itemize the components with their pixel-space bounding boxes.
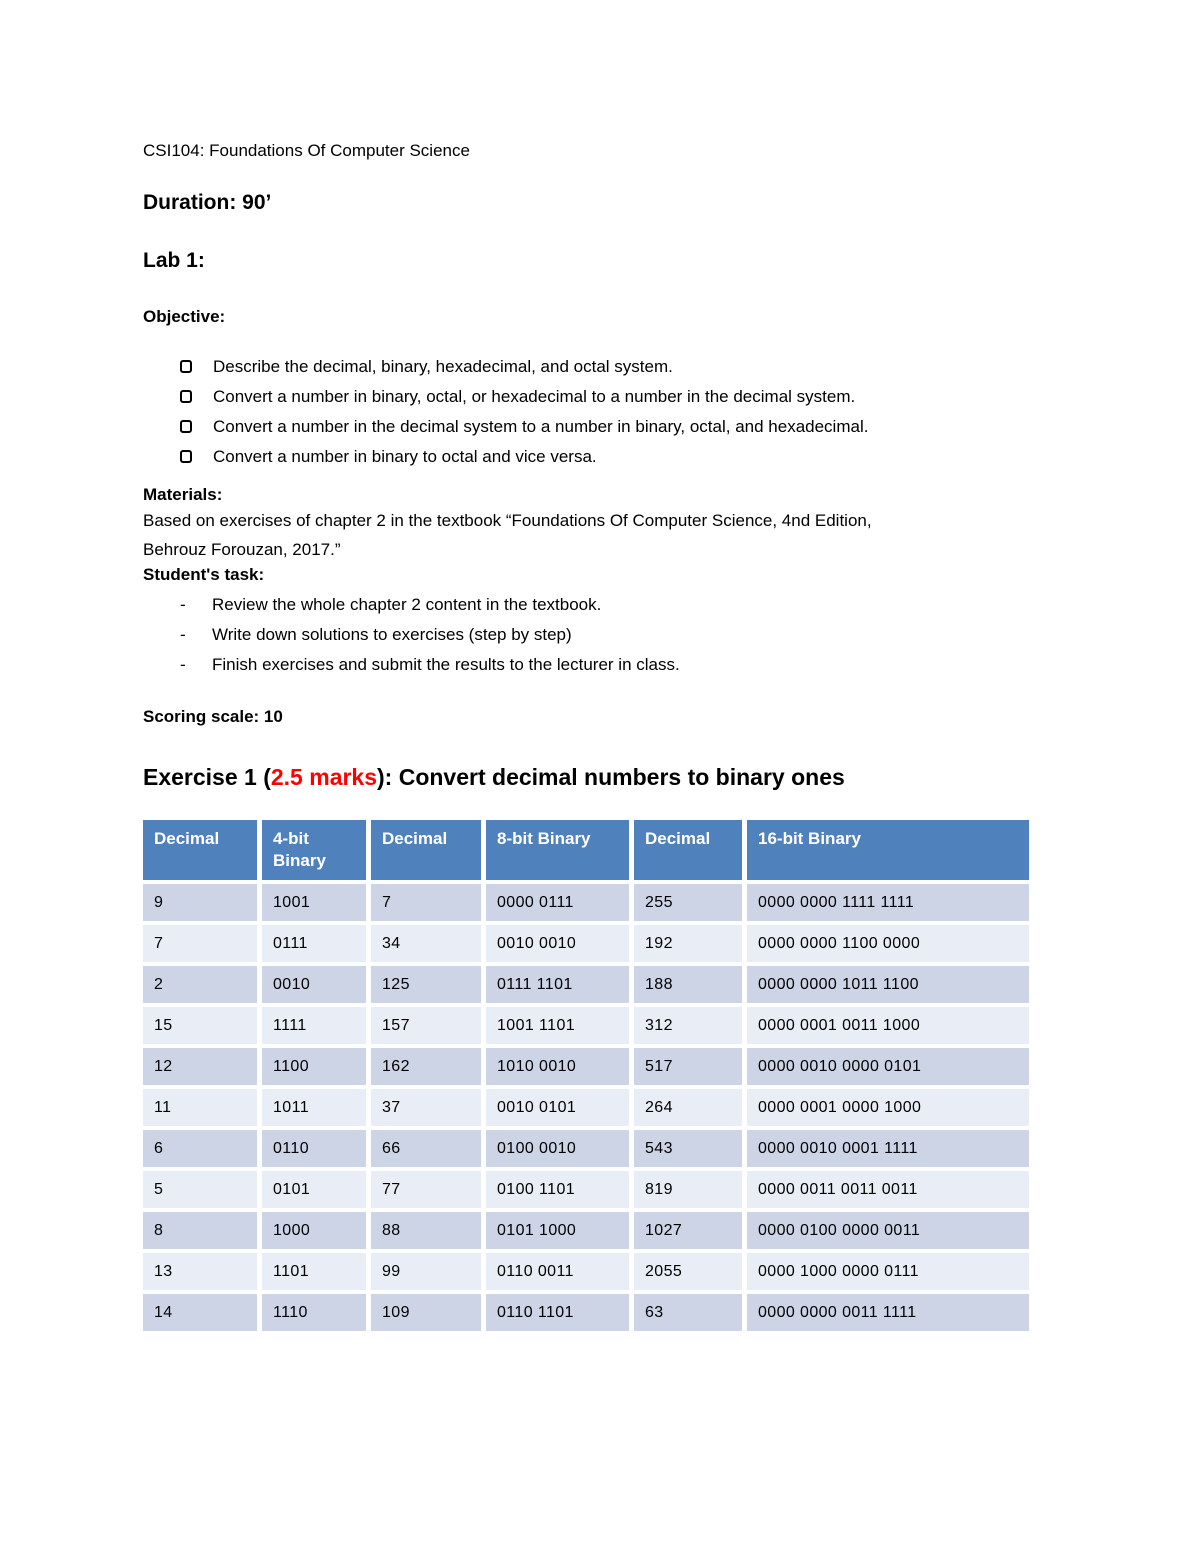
table-cell: 0100 1101 (486, 1171, 629, 1208)
table-cell: 0110 0011 (486, 1253, 629, 1290)
duration-heading: Duration: 90’ (143, 191, 272, 214)
table-cell: 13 (143, 1253, 257, 1290)
table-cell: 9 (143, 884, 257, 921)
table-cell: 15 (143, 1007, 257, 1044)
task-text: Write down solutions to exercises (step by step) (212, 625, 572, 644)
table-row (143, 1212, 1029, 1249)
objective-text: Describe the decimal, binary, hexadecimal, and octal system. (213, 357, 673, 376)
course-title: CSI104: Foundations Of Computer Science (143, 141, 470, 160)
table-cell: 88 (371, 1212, 481, 1249)
scoring-scale: Scoring scale: 10 (143, 707, 283, 726)
table-header-cell: 16-bit Binary (747, 820, 1029, 880)
table-cell: 1100 (262, 1048, 366, 1085)
table-cell: 7 (371, 884, 481, 921)
table-cell: 162 (371, 1048, 481, 1085)
table-header-cell: 4-bit Binary (262, 820, 366, 880)
table-cell: 0000 1000 0000 0111 (747, 1253, 1029, 1290)
table-row (143, 1130, 1029, 1167)
table-cell: 543 (634, 1130, 742, 1167)
table-cell: 63 (634, 1294, 742, 1331)
table-cell: 99 (371, 1253, 481, 1290)
checkbox-icon (180, 450, 192, 463)
table-cell: 37 (371, 1089, 481, 1126)
task-item (143, 620, 1062, 650)
objective-text: Convert a number in binary to octal and vice versa. (213, 447, 597, 466)
materials-heading: Materials: (143, 485, 223, 504)
table-cell: 0000 0001 0011 1000 (747, 1007, 1029, 1044)
table-cell: 66 (371, 1130, 481, 1167)
table-cell: 188 (634, 966, 742, 1003)
table-cell: 157 (371, 1007, 481, 1044)
table-cell: 312 (634, 1007, 742, 1044)
table-cell: 11 (143, 1089, 257, 1126)
table-cell: 0110 (262, 1130, 366, 1167)
table-cell: 1001 (262, 884, 366, 921)
checkbox-icon (180, 390, 192, 403)
table-cell: 8 (143, 1212, 257, 1249)
table-cell: 0000 0000 1111 1111 (747, 884, 1029, 921)
table-cell: 1110 (262, 1294, 366, 1331)
table-cell: 1010 0010 (486, 1048, 629, 1085)
objective-item (143, 412, 1062, 442)
table-cell: 34 (371, 925, 481, 962)
dash-bullet: - (180, 625, 186, 644)
table-cell: 0100 0010 (486, 1130, 629, 1167)
lab-heading: Lab 1: (143, 249, 205, 272)
table-cell: 109 (371, 1294, 481, 1331)
objective-item (143, 382, 1062, 412)
student-tasks-list (143, 590, 1062, 680)
checkbox-icon (180, 420, 192, 433)
table-cell: 77 (371, 1171, 481, 1208)
table-cell: 1011 (262, 1089, 366, 1126)
objectives-list (143, 352, 1062, 472)
table-cell: 0010 (262, 966, 366, 1003)
table-cell: 0110 1101 (486, 1294, 629, 1331)
table-header-cell: Decimal (371, 820, 481, 880)
table-row (143, 966, 1029, 1003)
task-text: Review the whole chapter 2 content in the textbook. (212, 595, 602, 614)
table-cell: 1027 (634, 1212, 742, 1249)
table-cell: 0101 1000 (486, 1212, 629, 1249)
table-cell: 14 (143, 1294, 257, 1331)
table-cell: 255 (634, 884, 742, 921)
table-cell: 517 (634, 1048, 742, 1085)
table-cell: 1101 (262, 1253, 366, 1290)
checkbox-icon (180, 360, 192, 373)
table-cell: 0010 0101 (486, 1089, 629, 1126)
table-cell: 0111 1101 (486, 966, 629, 1003)
table-cell: 1000 (262, 1212, 366, 1249)
table-row (143, 1253, 1029, 1290)
exercise-1-table (138, 816, 1034, 1335)
table-cell: 819 (634, 1171, 742, 1208)
dash-bullet: - (180, 655, 186, 674)
materials-text-line1: Based on exercises of chapter 2 in the textbook “Foundations Of Computer Science, 4nd Edition, (143, 511, 872, 530)
task-item (143, 650, 1062, 680)
table-header-cell: 8-bit Binary (486, 820, 629, 880)
exercise-1-heading (143, 762, 1062, 792)
table-cell: 0111 (262, 925, 366, 962)
exercise-heading-prefix: Exercise 1 ( (143, 764, 271, 790)
exercise-marks: 2.5 marks (270, 764, 378, 790)
table-cell: 2 (143, 966, 257, 1003)
table-cell: 0101 (262, 1171, 366, 1208)
table-cell: 264 (634, 1089, 742, 1126)
table-cell: 0000 0001 0000 1000 (747, 1089, 1029, 1126)
table-cell: 0010 0010 (486, 925, 629, 962)
objective-heading: Objective: (143, 307, 226, 326)
objective-text: Convert a number in binary, octal, or hexadecimal to a number in the decimal system. (213, 387, 856, 406)
table-cell: 0000 0000 1011 1100 (747, 966, 1029, 1003)
table-row (143, 925, 1029, 962)
materials-text-line2: Behrouz Forouzan, 2017.” (143, 540, 341, 559)
table-row (143, 1294, 1029, 1331)
table-cell: 125 (371, 966, 481, 1003)
task-item (143, 590, 1062, 620)
table-cell: 192 (634, 925, 742, 962)
objective-text: Convert a number in the decimal system to a number in binary, octal, and hexadecimal. (213, 417, 869, 436)
table-cell: 0000 0000 1100 0000 (747, 925, 1029, 962)
table-cell: 0000 0010 0001 1111 (747, 1130, 1029, 1167)
table-row (143, 1007, 1029, 1044)
table-cell: 0000 0100 0000 0011 (747, 1212, 1029, 1249)
table-row (143, 884, 1029, 921)
table-header-cell: Decimal (143, 820, 257, 880)
table-header-cell: Decimal (634, 820, 742, 880)
student-task-heading: Student's task: (143, 565, 265, 584)
table-header-row (143, 820, 1029, 880)
table-cell: 7 (143, 925, 257, 962)
table-cell: 1001 1101 (486, 1007, 629, 1044)
objective-item (143, 442, 1062, 472)
exercise-table-body (143, 884, 1029, 1331)
table-cell: 1111 (262, 1007, 366, 1044)
table-cell: 6 (143, 1130, 257, 1167)
table-cell: 0000 0011 0011 0011 (747, 1171, 1029, 1208)
dash-bullet: - (180, 595, 186, 614)
table-cell: 2055 (634, 1253, 742, 1290)
table-cell: 0000 0010 0000 0101 (747, 1048, 1029, 1085)
table-cell: 0000 0111 (486, 884, 629, 921)
task-text: Finish exercises and submit the results to the lecturer in class. (212, 655, 680, 674)
objective-item (143, 352, 1062, 382)
table-row (143, 1171, 1029, 1208)
table-row (143, 1048, 1029, 1085)
table-cell: 0000 0000 0011 1111 (747, 1294, 1029, 1331)
table-row (143, 1089, 1029, 1126)
exercise-heading-suffix: ): Convert decimal numbers to binary ones (377, 764, 845, 790)
table-cell: 12 (143, 1048, 257, 1085)
table-cell: 5 (143, 1171, 257, 1208)
